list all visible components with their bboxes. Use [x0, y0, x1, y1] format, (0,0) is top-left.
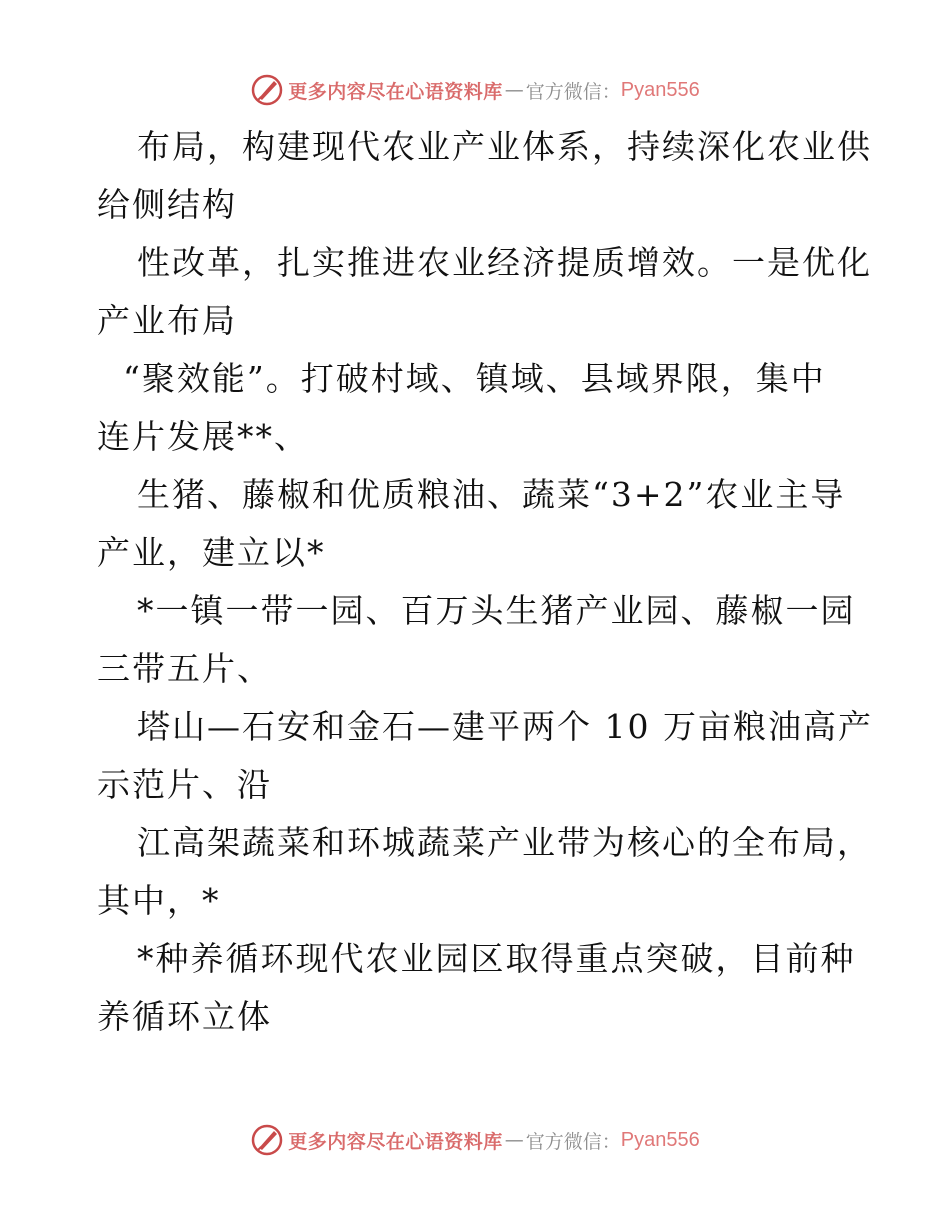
footer-banner — [0, 1120, 950, 1160]
paragraph-line: 三带五片、 — [97, 649, 272, 688]
banner-separator: — — [504, 1129, 524, 1151]
paragraph-line: 产业，建立以* — [97, 533, 326, 572]
paragraph-line: 生猪、藤椒和优质粮油、蔬菜“3+2”农业主导 — [137, 475, 846, 514]
paragraph-line: “聚效能”。打破村域、镇域、县域界限，集中 — [123, 359, 826, 398]
header-banner — [0, 70, 950, 110]
paragraph-line: 给侧结构 — [97, 185, 237, 224]
paragraph-line: 产业布局 — [97, 301, 237, 340]
paragraph-line: *种养循环现代农业园区取得重点突破，目前种 — [137, 939, 856, 978]
banner-text: 更多内容尽在心语资料库 — [288, 80, 503, 103]
paragraph-line: 性改革，扎实推进农业经济提质增效。一是优化 — [137, 243, 872, 282]
paragraph-line: 布局，构建现代农业产业体系，持续深化农业供 — [137, 127, 872, 166]
banner-wechat-label: 官方微信： — [525, 80, 621, 103]
banner-text: 更多内容尽在心语资料库 — [288, 1130, 503, 1153]
banner-wechat-id: Pyan556 — [620, 1128, 700, 1151]
banner-separator: — — [504, 79, 524, 101]
paragraph-line: *一镇一带一园、百万头生猪产业园、藤椒一园 — [137, 591, 856, 630]
banner-wechat-label: 官方微信： — [525, 1130, 621, 1153]
paragraph-line: 连片发展**、 — [97, 417, 309, 456]
paragraph-line: 江高架蔬菜和环城蔬菜产业带为核心的全布局， — [137, 823, 872, 862]
quill-pen-icon — [250, 73, 284, 107]
banner-wechat-id: Pyan556 — [620, 78, 700, 101]
quill-pen-icon — [250, 1123, 284, 1157]
paragraph-line: 其中，* — [97, 881, 221, 920]
paragraph-line: 养循环立体 — [97, 997, 272, 1036]
document-body — [97, 118, 873, 1046]
paragraph-line: 塔山—石安和金石—建平两个 10 万亩粮油高产 — [137, 707, 873, 746]
paragraph-line: 示范片、沿 — [97, 765, 272, 804]
